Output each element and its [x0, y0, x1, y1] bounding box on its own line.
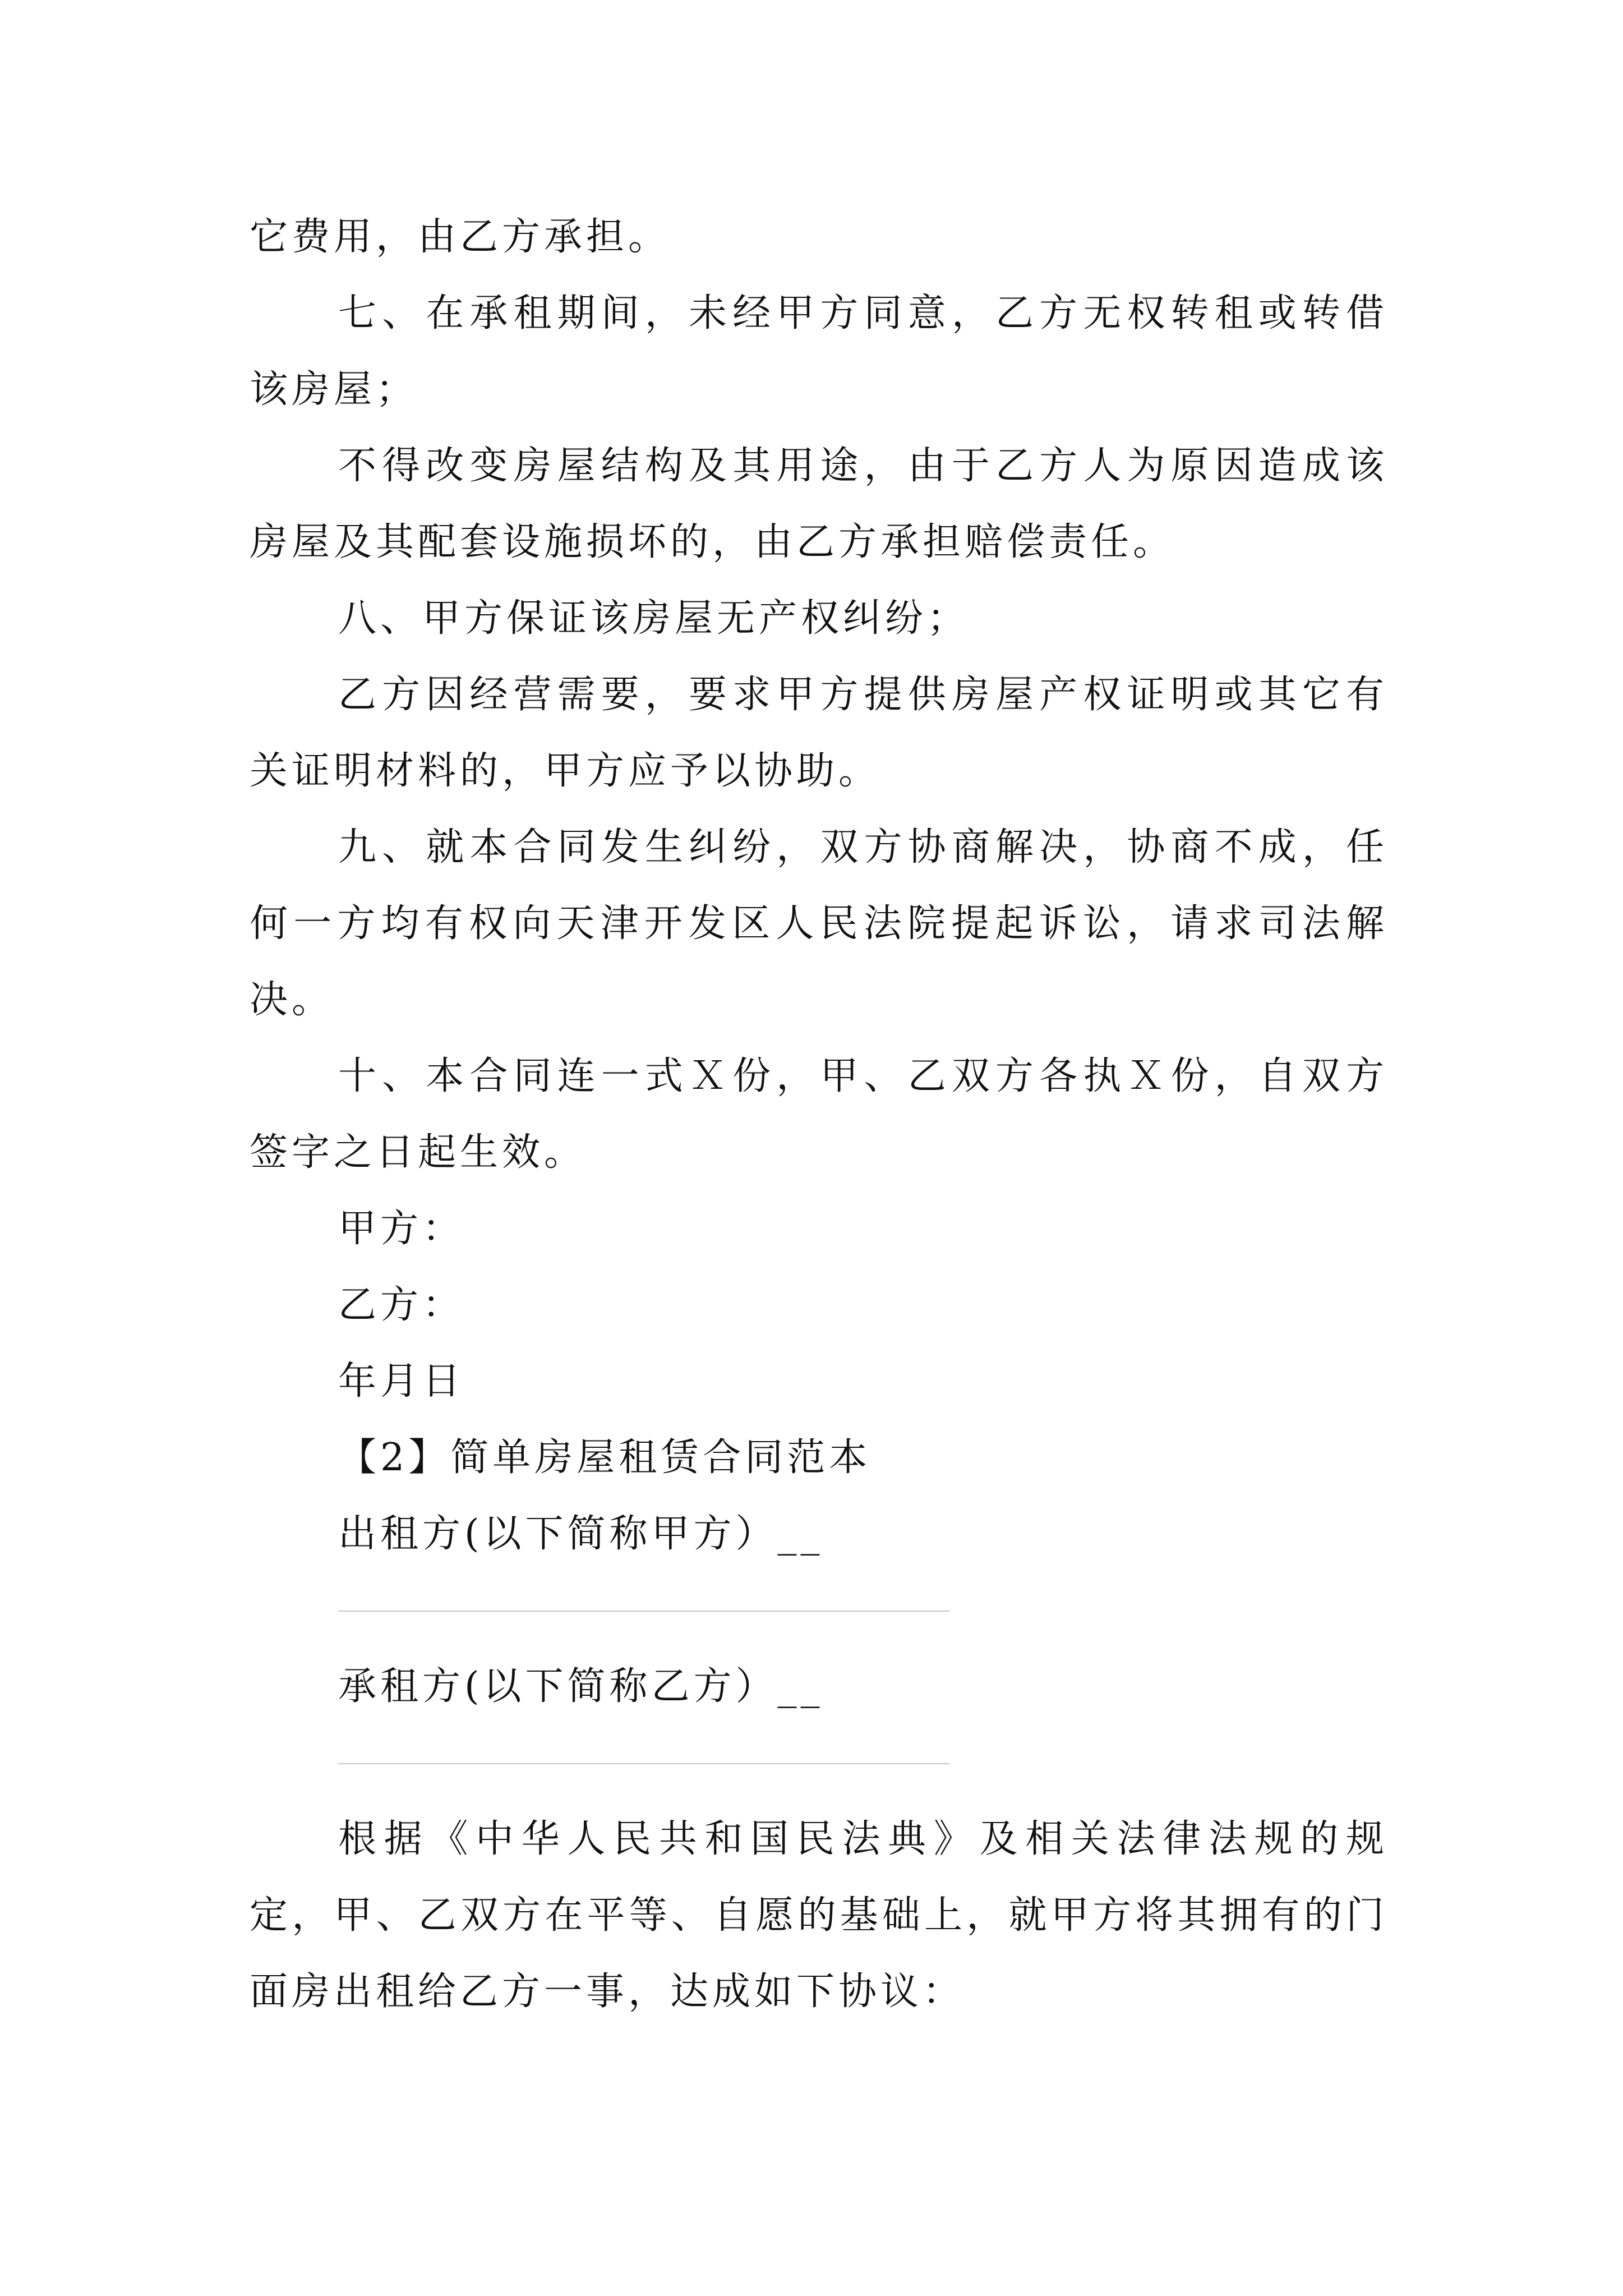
lessee-blank-line — [338, 1725, 1388, 1801]
lessor-underline — [338, 1611, 949, 1612]
lessee-underline — [338, 1763, 949, 1764]
signature-date-label: 年月日 — [338, 1359, 465, 1404]
preamble-paragraph: 根据《中华人民共和国民法典》及相关法律法规的规定，甲、乙双方在平等、自愿的基础上，就甲方将其拥有的门面房出租给乙方一事，达成如下协议： — [250, 1817, 1388, 2014]
clause-eight-detail: 乙方因经营需要，要求甲方提供房屋产权证明或其它有关证明材料的，甲方应予以协助。 — [250, 673, 1388, 793]
clause-ten: 十、本合同连一式Ｘ份，甲、乙双方各执Ｘ份，自双方签字之日起生效。 — [250, 1054, 1388, 1175]
party-b-signature-label: 乙方： — [338, 1283, 465, 1327]
lessee-field-label: 承租方(以下简称乙方）__ — [338, 1664, 824, 1709]
clause-seven: 七、在承租期间，未经甲方同意，乙方无权转租或转借该房屋； — [250, 291, 1388, 412]
document-body — [250, 199, 1388, 2030]
clause-eight: 八、甲方保证该房屋无产权纠纷； — [338, 596, 970, 641]
clause-seven-detail: 不得改变房屋结构及其用途，由于乙方人为原因造成该房屋及其配套设施损坏的，由乙方承担赔偿责任。 — [250, 444, 1388, 564]
lessor-field-label: 出租方(以下简称甲方）__ — [338, 1512, 824, 1556]
lessor-blank-line — [338, 1572, 1388, 1649]
clause-nine: 九、就本合同发生纠纷，双方协商解决，协商不成，任何一方均有权向天津开发区人民法院提起诉讼，请求司法解决。 — [250, 825, 1388, 1022]
paragraph-continuation: 它费用，由乙方承担。 — [250, 215, 671, 259]
section-heading: 【2】简单房屋租赁合同范本 — [338, 1435, 872, 1480]
party-a-signature-label: 甲方： — [338, 1207, 465, 1251]
